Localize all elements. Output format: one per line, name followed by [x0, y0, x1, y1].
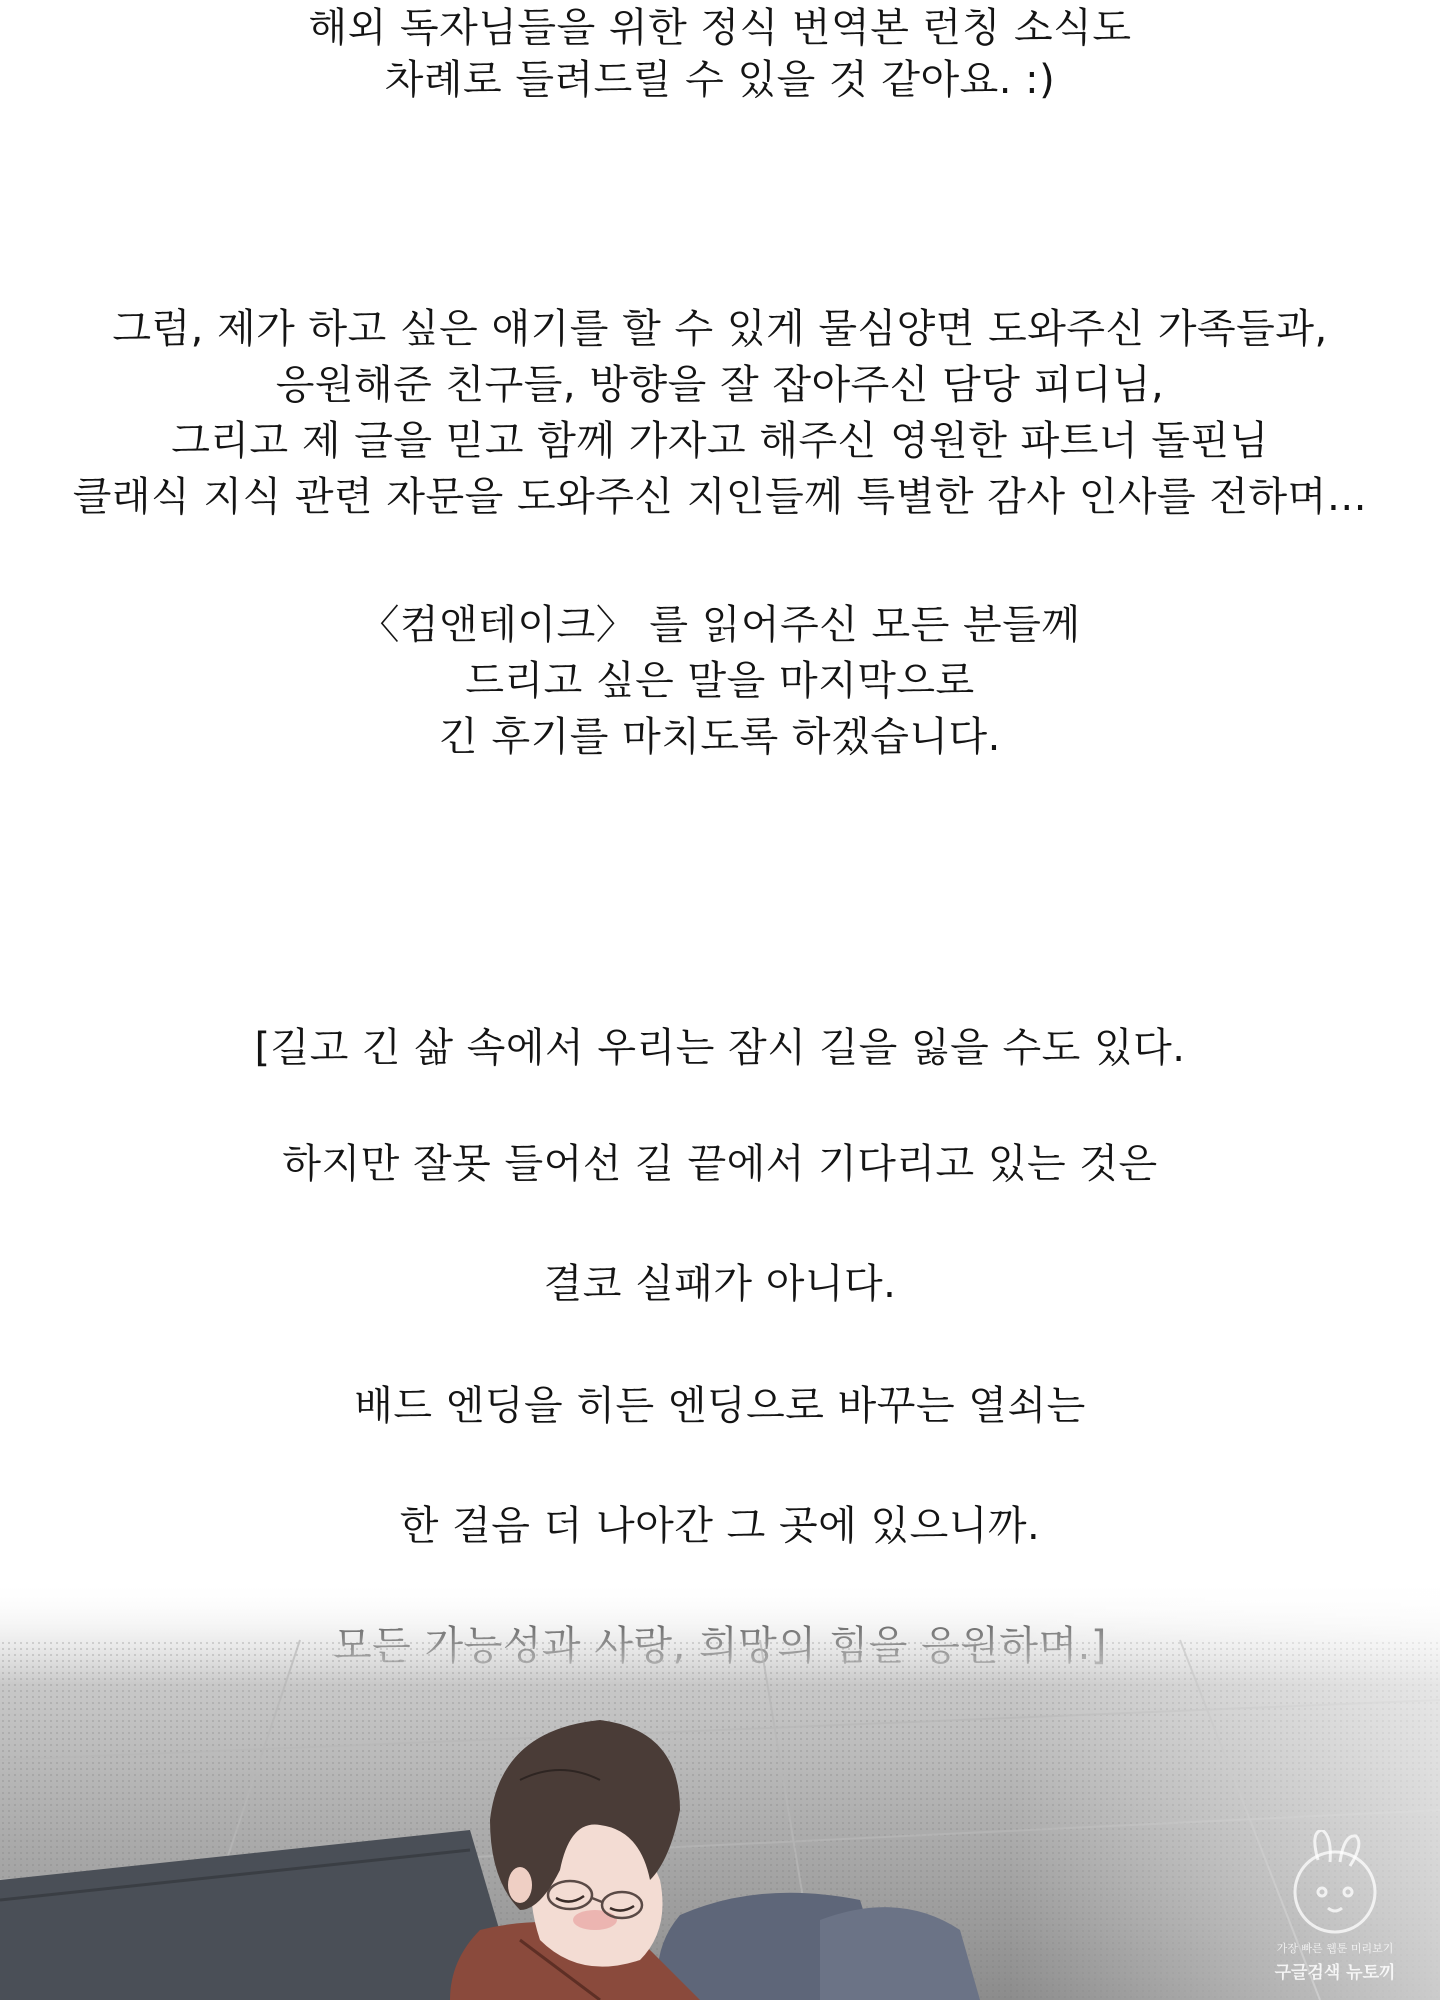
quote-line: 결코 실패가 아니다.: [543, 1261, 897, 1307]
thanks-line: 응원해준 친구들, 방향을 잘 잡아주신 담당 피디님,: [275, 362, 1165, 408]
thanks-line: 그리고 제 글을 믿고 함께 가자고 해주신 영원한 파트너 돌핀님: [171, 418, 1269, 464]
closing-line: 〈컴앤테이크〉 를 읽어주신 모든 분들께: [359, 602, 1081, 648]
watermark-site-name: 구글검색 뉴토끼: [1274, 1963, 1396, 1983]
thanks-line: 클래식 지식 관련 자문을 도와주신 지인들께 특별한 감사 인사를 전하며…: [72, 474, 1368, 520]
closing-line: 긴 후기를 마치도록 하겠습니다.: [439, 714, 1001, 760]
thanks-paragraph: [0, 301, 1440, 525]
watermark-tagline: 가장 빠른 웹툰 미리보기: [1276, 1942, 1394, 1955]
quote-line: [길고 긴 삶 속에서 우리는 잠시 길을 잃을 수도 있다.: [254, 1025, 1186, 1071]
quote-line: 한 걸음 더 나아간 그 곳에 있으니까.: [399, 1503, 1041, 1549]
intro-line: 차례로 들려드릴 수 있을 것 같아요. :): [384, 57, 1056, 103]
intro-paragraph: [0, 2, 1440, 106]
quote-line: 하지만 잘못 들어선 길 끝에서 기다리고 있는 것은: [282, 1141, 1158, 1187]
rabbit-logo-icon: [1240, 1830, 1430, 1940]
closing-paragraph: [0, 597, 1440, 765]
intro-line: 해외 독자님들을 위한 정식 번역본 런칭 소식도: [308, 5, 1132, 51]
closing-line: 드리고 싶은 말을 마지막으로: [465, 658, 975, 704]
sleeping-character-illustration: [0, 1580, 1440, 2000]
site-watermark: [1240, 1830, 1430, 1990]
quote-line: 배드 엔딩을 히든 엔딩으로 바꾸는 열쇠는: [354, 1383, 1086, 1429]
thanks-line: 그럼, 제가 하고 싶은 얘기를 할 수 있게 물심양면 도와주신 가족들과,: [112, 306, 1328, 352]
